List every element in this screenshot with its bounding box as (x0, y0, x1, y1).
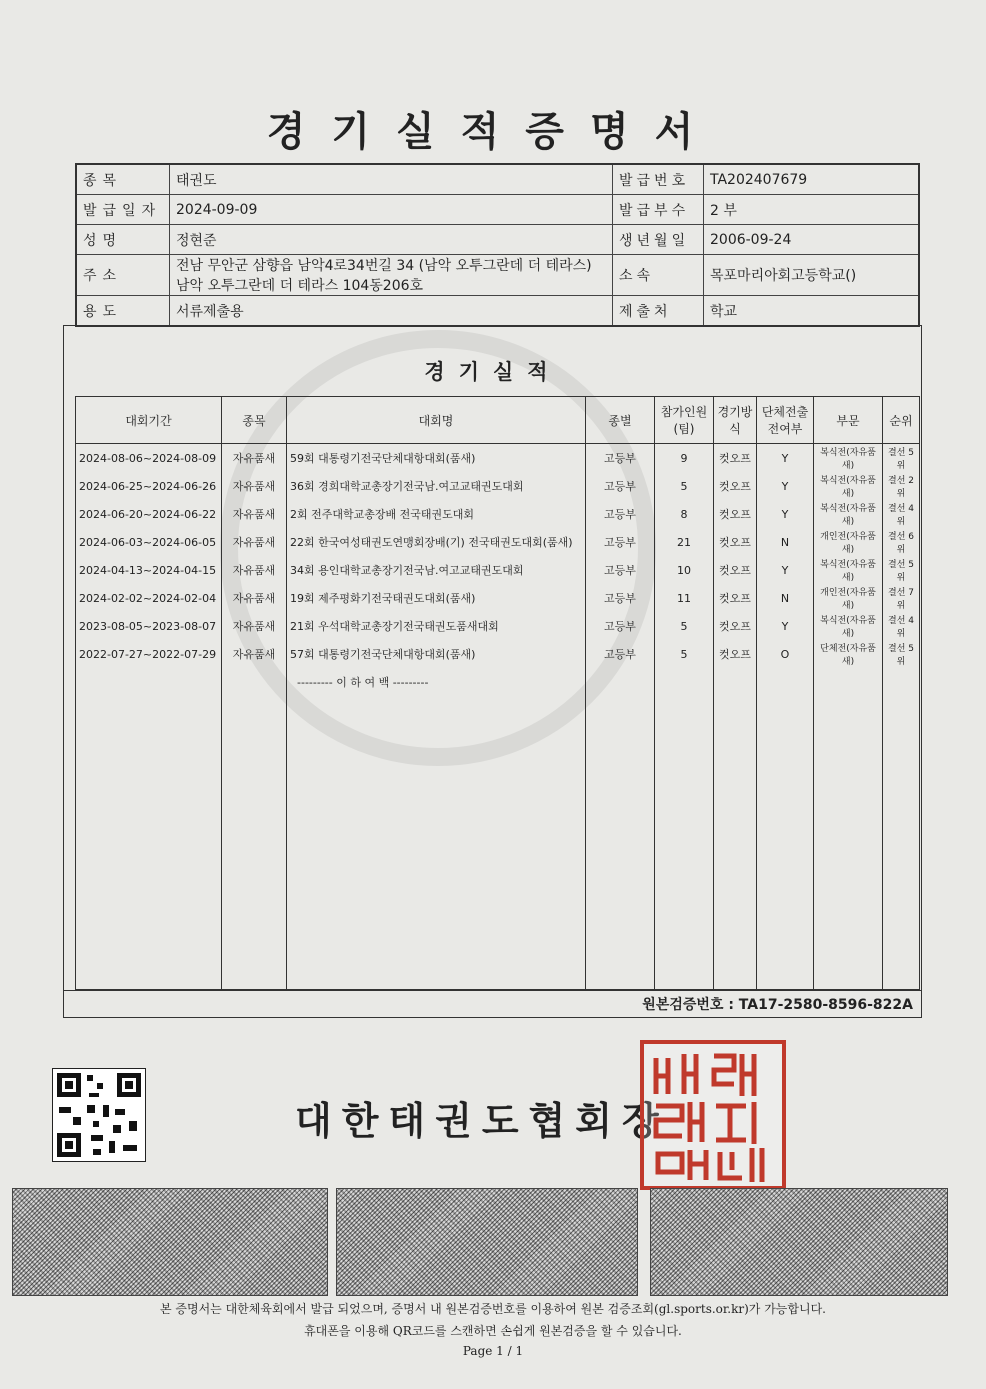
cell-participants: 10 (655, 556, 714, 584)
issuer-name: 대한태권도협회장 (295, 1099, 669, 1143)
empty-cell (287, 696, 586, 990)
cell-name: 2회 전주대학교총장배 전국태권도대회 (287, 500, 586, 528)
cell-name: 34회 용인대학교총장기전국남.여고교태권도대회 (287, 556, 586, 584)
cell-participants: 5 (655, 640, 714, 668)
purpose-label: 용도 (76, 296, 170, 327)
table-row (76, 444, 920, 473)
cell-format: 컷오프 (714, 500, 757, 528)
cell-division: 고등부 (586, 612, 655, 640)
cell-format: 컷오프 (714, 444, 757, 473)
name-value: 정현준 (170, 225, 613, 255)
cell-division: 고등부 (586, 584, 655, 612)
cell-category: 복식전(자유품새) (814, 500, 883, 528)
col-team: 단체전출전여부 (757, 397, 814, 444)
cell-division: 고등부 (586, 556, 655, 584)
cell-name: 22회 한국여성태권도연맹회장배(기) 전국태권도대회(품새) (287, 528, 586, 556)
cell-format: 컷오프 (714, 584, 757, 612)
affiliation-value: 목포마리아회고등학교() (704, 255, 920, 296)
issue-date-value: 2024-09-09 (170, 195, 613, 225)
footer-line-1: 본 증명서는 대한체육회에서 발급 되었으며, 증명서 내 원본검증번호를 이용하여 원본 검증조회(gl.sports.or.kr)가 가능합니다. (160, 1302, 826, 1316)
security-pattern-1 (12, 1188, 328, 1296)
cell-rank: 결선 4위 (883, 500, 920, 528)
cell-format: 컷오프 (714, 640, 757, 668)
cell-participants: 11 (655, 584, 714, 612)
cell-event: 자유품새 (222, 528, 287, 556)
cell-format: 컷오프 (714, 472, 757, 500)
cell-team: Y (757, 556, 814, 584)
cell-category: 복식전(자유품새) (814, 472, 883, 500)
end-note: --------- 이 하 여 백 --------- (287, 668, 586, 696)
cell-team: N (757, 528, 814, 556)
issue-no-label: 발급번호 (613, 164, 704, 195)
col-format: 경기방식 (714, 397, 757, 444)
cell-team: Y (757, 500, 814, 528)
table-row (76, 612, 920, 640)
address-value: 전남 무안군 삼향읍 남악4로34번길 34 (남악 오투그란데 더 테라스) 남악 오투그란데 더 테라스 104동206호 (170, 255, 613, 296)
empty-cell (586, 696, 655, 990)
cell-event: 자유품새 (222, 640, 287, 668)
cell-period: 2024-06-20~2024-06-22 (76, 500, 222, 528)
empty-cell (714, 668, 757, 696)
cell-event: 자유품새 (222, 612, 287, 640)
verification-number: 원본검증번호 : TA17-2580-8596-822A (642, 997, 913, 1013)
empty-cell (814, 668, 883, 696)
address-label: 주소 (76, 255, 170, 296)
cell-period: 2024-06-03~2024-06-05 (76, 528, 222, 556)
cell-team: O (757, 640, 814, 668)
birth-value: 2006-09-24 (704, 225, 920, 255)
footer-line-2: 휴대폰을 이용해 QR코드를 스캔하면 손쉽게 원본검증을 할 수 있습니다. (304, 1324, 682, 1338)
cell-category: 개인전(자유품새) (814, 584, 883, 612)
cell-category: 개인전(자유품새) (814, 528, 883, 556)
cell-rank: 결선 5위 (883, 556, 920, 584)
empty-cell (814, 696, 883, 990)
empty-cell (883, 668, 920, 696)
empty-cell (757, 668, 814, 696)
cell-period: 2024-02-02~2024-02-04 (76, 584, 222, 612)
cell-rank: 결선 7위 (883, 584, 920, 612)
issue-date-label: 발급일자 (76, 195, 170, 225)
birth-label: 생년월일 (613, 225, 704, 255)
cell-rank: 결선 5위 (883, 444, 920, 473)
cell-team: Y (757, 444, 814, 473)
cell-division: 고등부 (586, 500, 655, 528)
cell-period: 2023-08-05~2023-08-07 (76, 612, 222, 640)
col-name: 대회명 (287, 397, 586, 444)
empty-cell (222, 668, 287, 696)
affiliation-label: 소속 (613, 255, 704, 296)
cell-name: 36회 경희대학교총장기전국남.여고교태권도대회 (287, 472, 586, 500)
cell-event: 자유품새 (222, 556, 287, 584)
verify-box (63, 990, 922, 1018)
empty-cell (655, 696, 714, 990)
issue-no-value: TA202407679 (704, 164, 920, 195)
cell-event: 자유품새 (222, 500, 287, 528)
cell-participants: 9 (655, 444, 714, 473)
table-row (76, 528, 920, 556)
copies-label: 발급부수 (613, 195, 704, 225)
cell-category: 복식전(자유품새) (814, 556, 883, 584)
cell-division: 고등부 (586, 528, 655, 556)
col-participants: 참가인원(팀) (655, 397, 714, 444)
cell-name: 59회 대통령기전국단체대항대회(품새) (287, 444, 586, 473)
cell-team: N (757, 584, 814, 612)
empty-cell (222, 696, 287, 990)
filler-row (76, 696, 920, 990)
cell-name: 57회 대통령기전국단체대항대회(품새) (287, 640, 586, 668)
empty-cell (655, 668, 714, 696)
cell-name: 19회 제주평화기전국태권도대회(품새) (287, 584, 586, 612)
cell-format: 컷오프 (714, 528, 757, 556)
cell-team: Y (757, 472, 814, 500)
table-row (76, 556, 920, 584)
document-title: 경기실적증명서 (266, 109, 720, 155)
empty-cell (76, 696, 222, 990)
cell-participants: 5 (655, 472, 714, 500)
info-table (75, 163, 920, 327)
cell-period: 2024-08-06~2024-08-09 (76, 444, 222, 473)
empty-cell (757, 696, 814, 990)
official-seal-stamp (640, 1040, 786, 1190)
cell-division: 고등부 (586, 472, 655, 500)
cell-division: 고등부 (586, 640, 655, 668)
sport-value: 태권도 (170, 164, 613, 195)
cell-rank: 결선 4위 (883, 612, 920, 640)
table-row (76, 584, 920, 612)
submit-to-label: 제출처 (613, 296, 704, 327)
col-division: 종별 (586, 397, 655, 444)
end-note-row (76, 668, 920, 696)
col-category: 부문 (814, 397, 883, 444)
empty-cell (714, 696, 757, 990)
records-title: 경기실적 (424, 360, 562, 384)
cell-category: 단체전(자유품새) (814, 640, 883, 668)
cell-format: 컷오프 (714, 612, 757, 640)
cell-participants: 5 (655, 612, 714, 640)
cell-division: 고등부 (586, 444, 655, 473)
cell-rank: 결선 5위 (883, 640, 920, 668)
table-row (76, 472, 920, 500)
cell-participants: 21 (655, 528, 714, 556)
cell-category: 복식전(자유품새) (814, 612, 883, 640)
cell-event: 자유품새 (222, 584, 287, 612)
cell-period: 2024-04-13~2024-04-15 (76, 556, 222, 584)
records-table (75, 396, 920, 990)
name-label: 성명 (76, 225, 170, 255)
copies-value: 2 부 (704, 195, 920, 225)
col-rank: 순위 (883, 397, 920, 444)
purpose-value: 서류제출용 (170, 296, 613, 327)
cell-participants: 8 (655, 500, 714, 528)
cell-event: 자유품새 (222, 444, 287, 473)
empty-cell (586, 668, 655, 696)
table-row (76, 500, 920, 528)
security-pattern-2 (336, 1188, 638, 1296)
submit-to-value: 학교 (704, 296, 920, 327)
table-row (76, 640, 920, 668)
page-number: Page 1 / 1 (462, 1344, 524, 1358)
qr-code[interactable] (52, 1068, 146, 1162)
col-event: 종목 (222, 397, 287, 444)
cell-period: 2022-07-27~2022-07-29 (76, 640, 222, 668)
cell-name: 21회 우석대학교총장기전국태권도품새대회 (287, 612, 586, 640)
empty-cell (76, 668, 222, 696)
sport-label: 종목 (76, 164, 170, 195)
cell-team: Y (757, 612, 814, 640)
cell-category: 복식전(자유품새) (814, 444, 883, 473)
cell-rank: 결선 6위 (883, 528, 920, 556)
empty-cell (883, 696, 920, 990)
cell-event: 자유품새 (222, 472, 287, 500)
cell-format: 컷오프 (714, 556, 757, 584)
col-period: 대회기간 (76, 397, 222, 444)
cell-period: 2024-06-25~2024-06-26 (76, 472, 222, 500)
cell-rank: 결선 2위 (883, 472, 920, 500)
security-pattern-3 (650, 1188, 948, 1296)
